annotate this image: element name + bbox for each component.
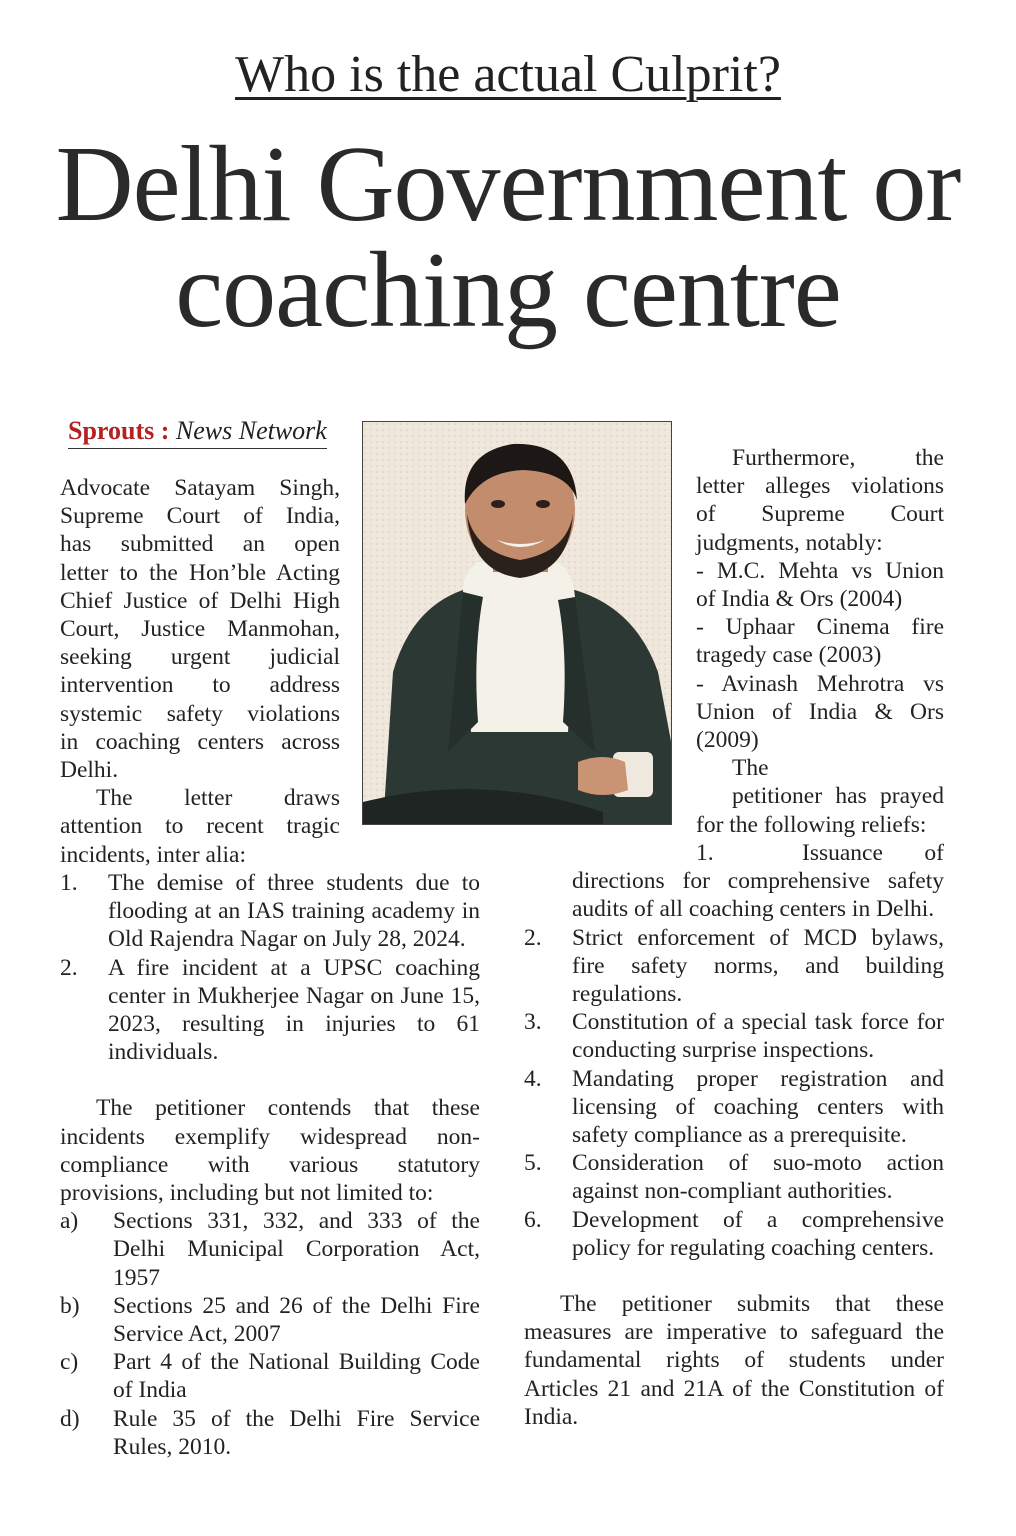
relief-item (524, 924, 944, 1009)
relief-text: Strict enforcement of MCD bylaws, fire safety norms, and building regulations. (572, 924, 944, 1008)
provision-text: Part 4 of the National Building Code of India (113, 1349, 480, 1404)
intro-paragraph (60, 474, 340, 756)
intro-line: seeking urgent judicial (60, 644, 340, 671)
judgment-line: - M.C. Mehta vs Union (696, 557, 944, 584)
incident-text: The demise of three students due to flooding at an IAS training academy in Old Rajendra Nagar on July 28, 2024. (108, 870, 480, 953)
judgment-last-line: of India & Ors (2004) (696, 586, 903, 613)
provision-item (60, 1348, 480, 1404)
left-intro-column (60, 474, 340, 869)
judgment-line: - Avinash Mehrotra vs (696, 670, 944, 697)
relief-text: Consideration of suo-moto action against non-compliant authorities. (572, 1150, 944, 1205)
incident-item (60, 869, 480, 954)
relief-text: Mandating proper registration and licensing of coaching centers with safety compliance as a prerequisite. (572, 1065, 944, 1149)
right-lower-column (524, 839, 944, 1431)
headline-line-2: coaching centre (175, 231, 841, 350)
incident-text: A fire incident at a UPSC coaching center in Mukherjee Nagar on June 15, 2023, resulting in injuries to 61 individuals. (108, 954, 480, 1066)
provision-label: a) (60, 1208, 79, 1235)
intro-line: Advocate Satayam Singh, (60, 475, 340, 501)
prayed-last-line: for the following reliefs: (696, 811, 927, 838)
headline-line-1: Delhi Government or (55, 125, 961, 244)
furthermore-line: of Supreme Court (696, 501, 944, 528)
the-word: The (732, 755, 769, 782)
relief-number: 6. (524, 1206, 542, 1233)
provision-text: Rule 35 of the Delhi Fire Service Rules, 2010. (113, 1405, 480, 1460)
provision-text: Sections 25 and 26 of the Delhi Fire Service Act, 2007 (113, 1292, 480, 1348)
byline-org: Sprouts : (68, 416, 170, 445)
incident-number: 1. (60, 870, 78, 896)
relief-text: Constitution of a special task force for conducting surprise inspections. (572, 1009, 944, 1064)
intro-line: systemic safety violations (60, 700, 340, 727)
letter-line-2: attention to recent tragic (60, 813, 340, 840)
provision-item (60, 1405, 480, 1461)
intro-line: Supreme Court of India, (60, 503, 340, 530)
relief-number: 1. (696, 840, 714, 866)
portrait-photo (362, 421, 672, 825)
relief-number: 2. (524, 924, 542, 951)
provision-item (60, 1207, 480, 1292)
left-lower-column (60, 869, 480, 1461)
provision-text: Sections 331, 332, and 333 of the Delhi Municipal Corporation Act, 1957 (113, 1208, 480, 1291)
letter-last-line: incidents, inter alia: (60, 841, 246, 868)
furthermore-line: Furthermore, the (732, 445, 944, 471)
letter-line: The letter draws (96, 785, 340, 812)
provision-label: c) (60, 1349, 79, 1376)
incident-item (60, 954, 480, 1067)
kicker-headline: Who is the actual Culprit? (235, 46, 781, 103)
judgment-last-line: (2009) (696, 727, 759, 754)
intro-line: Chief Justice of Delhi High (60, 587, 340, 614)
judgment-line: Union of India & Ors (696, 698, 944, 725)
provision-label: b) (60, 1292, 80, 1319)
byline-network: News Network (175, 416, 327, 445)
prayed-line: petitioner has prayed (732, 783, 944, 810)
relief-number: 5. (524, 1150, 542, 1177)
relief-text: Development of a comprehensive policy for regulating coaching centers. (572, 1206, 944, 1261)
judgment-line: - Uphaar Cinema fire (696, 614, 944, 641)
relief-item (524, 1008, 944, 1064)
main-headline (0, 125, 1016, 350)
relief-number: 4. (524, 1065, 542, 1092)
byline (68, 416, 327, 449)
right-top-column (696, 444, 944, 839)
judgment-last-line: tragedy case (2003) (696, 642, 882, 669)
portrait-illustration (363, 422, 672, 825)
relief-number: 3. (524, 1009, 542, 1036)
intro-line: Court, Justice Manmohan, (60, 616, 340, 643)
provision-item (60, 1292, 480, 1348)
provision-label: d) (60, 1405, 80, 1432)
intro-line: has submitted an open (60, 531, 340, 558)
intro-line: intervention to address (60, 672, 340, 699)
furthermore-last-line: judgments, notably: (696, 529, 883, 556)
intro-last-line: Delhi. (60, 757, 119, 784)
intro-line: letter to the Hon’ble Acting (60, 559, 340, 586)
furthermore-line: letter alleges violations (696, 473, 944, 500)
relief-item (524, 1065, 944, 1150)
contends-paragraph: The petitioner contends that these incidents exemplify widespread non-compliance with various statutory provisions, including but not limited to: (60, 1095, 480, 1207)
relief-item (524, 1206, 944, 1262)
incident-number: 2. (60, 954, 78, 981)
relief-text: Issuance of directions for comprehensive safety audits of all coaching centers in Delhi. (572, 840, 944, 923)
relief-item (524, 839, 944, 924)
letter-paragraph (60, 784, 340, 812)
intro-line: in coaching centers across (60, 728, 340, 755)
relief-item (524, 1149, 944, 1205)
conclusion-paragraph: The petitioner submits that these measures are imperative to safeguard the fundamental rights of students under Articles 21 and 21A of the Constitution of India. (524, 1291, 944, 1430)
